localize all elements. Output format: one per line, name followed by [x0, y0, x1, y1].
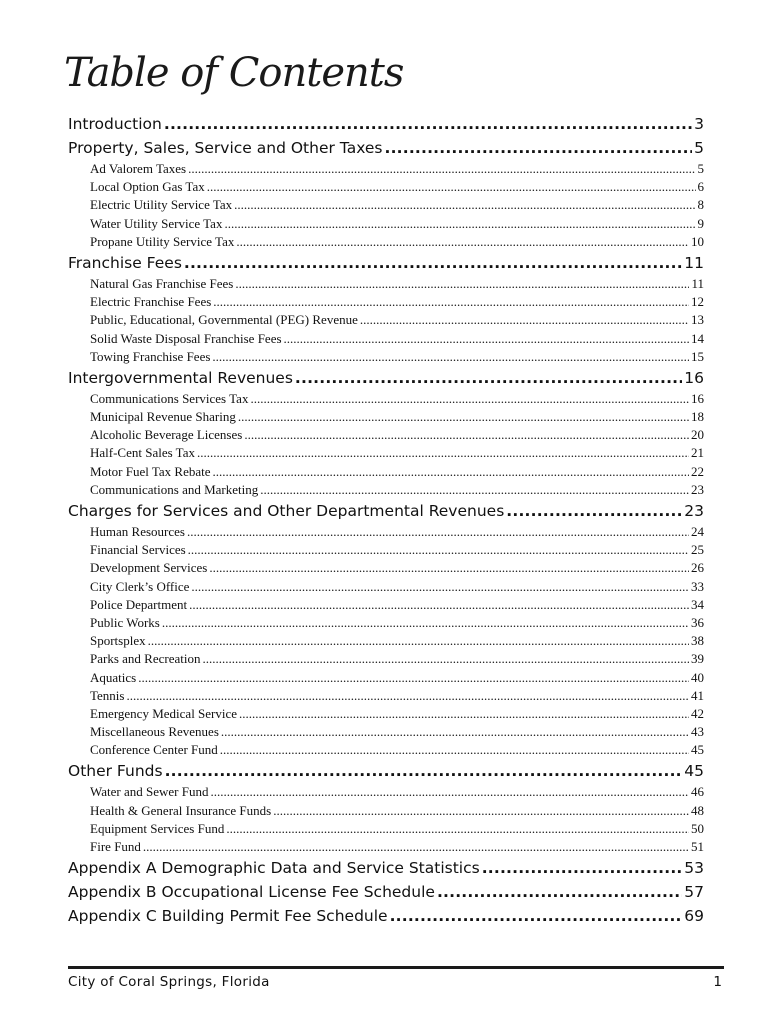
toc-entry-label: Aquatics: [90, 669, 137, 685]
toc-section-page-number: 45: [684, 762, 704, 781]
toc-entry-label: Electric Franchise Fees: [90, 294, 212, 310]
toc-entry-label: Sportsplex: [90, 633, 146, 649]
toc-entry-label: Communications and Marketing: [90, 481, 259, 497]
toc-section-label: Other Funds: [68, 762, 163, 781]
toc-entry[interactable]: [68, 390, 704, 408]
toc-entry-page-number: 23: [691, 481, 704, 497]
toc-entry-label: City Clerk’s Office: [90, 578, 190, 594]
toc-entry-page-number: 11: [691, 275, 704, 291]
toc-entry-page-number: 46: [691, 784, 704, 800]
toc-entry[interactable]: [68, 838, 704, 856]
toc-entry[interactable]: [68, 215, 704, 233]
toc-entry[interactable]: [68, 783, 704, 801]
toc-entry[interactable]: [68, 820, 704, 838]
toc-entry[interactable]: [68, 632, 704, 650]
toc-entry[interactable]: [68, 723, 704, 741]
dot-leader: [360, 311, 689, 329]
toc-entry[interactable]: [68, 596, 704, 614]
toc-entry-label: Financial Services: [90, 542, 186, 558]
dot-leader: [210, 783, 689, 801]
toc-entry[interactable]: [68, 348, 704, 366]
toc-entry-label: Municipal Revenue Sharing: [90, 409, 236, 425]
toc-entry-page-number: 5: [697, 161, 704, 176]
toc-entry[interactable]: [68, 650, 704, 668]
dot-leader: [188, 160, 695, 178]
toc-entry[interactable]: [68, 408, 704, 426]
toc-entry-label: Propane Utility Service Tax: [90, 233, 235, 249]
toc-section-label: Introduction: [68, 115, 162, 133]
toc-entry-page-number: 34: [691, 596, 704, 612]
table-of-contents: [68, 112, 704, 928]
toc-entry-label: Public, Educational, Governmental (PEG) Revenue: [90, 312, 358, 328]
toc-entry-label: Local Option Gas Tax: [90, 179, 205, 195]
dot-leader: [506, 499, 682, 523]
toc-entry-label: Equipment Services Fund: [90, 820, 225, 836]
dot-leader: [221, 723, 689, 741]
dot-leader: [184, 251, 682, 275]
toc-entry[interactable]: [68, 614, 704, 632]
dot-leader: [138, 669, 689, 687]
toc-entry-page-number: 33: [691, 578, 704, 594]
page-title: Table of Contents: [64, 50, 404, 96]
dot-leader: [238, 408, 689, 426]
toc-entry[interactable]: [68, 196, 704, 214]
dot-leader: [188, 541, 689, 559]
dot-leader: [295, 366, 682, 390]
toc-entry-page-number: 6: [697, 179, 704, 195]
toc-entry-label: Water and Sewer Fund: [90, 784, 209, 800]
toc-entry[interactable]: [68, 463, 704, 481]
dot-leader: [236, 233, 689, 251]
toc-section-label: Charges for Services and Other Departmental Revenues: [68, 502, 505, 520]
toc-entry-label: Emergency Medical Service: [90, 705, 238, 721]
toc-entry[interactable]: [68, 705, 704, 723]
toc-entry-page-number: 39: [691, 651, 704, 667]
dot-leader: [165, 759, 683, 783]
toc-section-page-number: 3: [694, 115, 704, 133]
toc-entry-page-number: 50: [691, 820, 704, 836]
toc-entry-label: Conference Center Fund: [90, 742, 218, 758]
dot-leader: [143, 838, 689, 856]
footer-rule: [68, 966, 724, 969]
toc-entry-page-number: 24: [691, 524, 704, 539]
toc-entry-page-number: 48: [691, 802, 704, 818]
toc-entry[interactable]: [68, 559, 704, 577]
dot-leader: [385, 136, 693, 160]
toc-section-page-number: 69: [684, 907, 704, 926]
toc-entry-label: Water Utility Service Tax: [90, 215, 223, 231]
toc-entry-page-number: 26: [691, 560, 704, 576]
toc-entry-label: Natural Gas Franchise Fees: [90, 275, 234, 291]
toc-entry-page-number: 20: [691, 427, 704, 443]
toc-section[interactable]: [68, 904, 704, 928]
toc-entry-page-number: 45: [691, 742, 704, 758]
toc-section[interactable]: [68, 856, 704, 880]
toc-entry[interactable]: [68, 578, 704, 596]
toc-entry-page-number: 22: [691, 463, 704, 479]
toc-entry[interactable]: [68, 741, 704, 759]
dot-leader: [244, 426, 689, 444]
footer-city-name: City of Coral Springs, Florida: [68, 974, 270, 990]
toc-entry-page-number: 51: [691, 839, 704, 854]
toc-entry[interactable]: [68, 481, 704, 499]
dot-leader: [207, 178, 696, 196]
dot-leader: [239, 705, 689, 723]
toc-section-label: Appendix C Building Permit Fee Schedule: [68, 907, 388, 926]
dot-leader: [212, 348, 689, 366]
toc-entry-label: Miscellaneous Revenues: [90, 724, 219, 740]
toc-entry[interactable]: [68, 160, 704, 178]
dot-leader: [220, 741, 689, 759]
toc-section-page-number: 53: [684, 859, 704, 878]
dot-leader: [224, 215, 695, 233]
dot-leader: [437, 880, 682, 904]
toc-entry-label: Solid Waste Disposal Franchise Fees: [90, 330, 282, 346]
toc-section[interactable]: [68, 112, 704, 136]
footer-page-number: 1: [713, 974, 722, 990]
toc-entry-label: Fire Fund: [90, 839, 141, 854]
toc-section[interactable]: [68, 499, 704, 523]
toc-entry-label: Development Services: [90, 560, 208, 576]
toc-entry[interactable]: [68, 178, 704, 196]
toc-entry-page-number: 15: [691, 348, 704, 364]
toc-entry[interactable]: [68, 330, 704, 348]
toc-entry-label: Police Department: [90, 596, 188, 612]
toc-entry-label: Towing Franchise Fees: [90, 348, 211, 364]
toc-section-label: Property, Sales, Service and Other Taxes: [68, 139, 383, 157]
toc-entry-label: Alcoholic Beverage Licenses: [90, 427, 243, 443]
toc-section[interactable]: [68, 251, 704, 275]
toc-section-page-number: 5: [694, 139, 704, 157]
dot-leader: [209, 559, 689, 577]
toc-entry[interactable]: [68, 426, 704, 444]
dot-leader: [126, 687, 689, 705]
toc-section[interactable]: [68, 880, 704, 904]
toc-entry-page-number: 42: [691, 705, 704, 721]
toc-entry-page-number: 9: [697, 215, 704, 231]
toc-section-label: Appendix A Demographic Data and Service Statistics: [68, 859, 480, 878]
toc-section-label: Appendix B Occupational License Fee Schedule: [68, 883, 435, 902]
toc-entry[interactable]: [68, 275, 704, 293]
toc-entry-label: Tennis: [90, 687, 125, 703]
toc-entry-label: Motor Fuel Tax Rebate: [90, 463, 211, 479]
dot-leader: [164, 112, 692, 136]
dot-leader: [482, 856, 683, 880]
toc-entry-page-number: 43: [691, 724, 704, 740]
toc-entry-label: Half-Cent Sales Tax: [90, 445, 195, 461]
dot-leader: [189, 596, 689, 614]
dot-leader: [202, 650, 689, 668]
toc-entry[interactable]: [68, 233, 704, 251]
toc-section[interactable]: [68, 366, 704, 390]
toc-entry[interactable]: [68, 444, 704, 462]
toc-entry-page-number: 16: [691, 390, 704, 406]
toc-section-page-number: 57: [684, 883, 704, 902]
dot-leader: [260, 481, 689, 499]
toc-section-label: Intergovernmental Revenues: [68, 368, 293, 387]
dot-leader: [250, 390, 689, 408]
toc-entry-label: Ad Valorem Taxes: [90, 161, 187, 176]
toc-entry-page-number: 21: [691, 445, 704, 461]
toc-entry-page-number: 8: [697, 197, 704, 213]
toc-entry[interactable]: [68, 541, 704, 559]
toc-entry-label: Public Works: [90, 614, 160, 630]
dot-leader: [273, 802, 689, 820]
toc-entry[interactable]: [68, 802, 704, 820]
toc-entry[interactable]: [68, 687, 704, 705]
toc-entry-label: Health & General Insurance Funds: [90, 802, 272, 818]
toc-entry-page-number: 41: [691, 687, 704, 703]
toc-entry-label: Human Resources: [90, 524, 185, 539]
toc-section-page-number: 23: [684, 502, 704, 520]
toc-entry-page-number: 38: [691, 633, 704, 649]
dot-leader: [226, 820, 689, 838]
toc-section-label: Franchise Fees: [68, 253, 182, 272]
toc-section[interactable]: [68, 759, 704, 783]
toc-entry-page-number: 18: [691, 409, 704, 425]
toc-section[interactable]: [68, 136, 704, 160]
dot-leader: [162, 614, 689, 632]
toc-entry[interactable]: [68, 523, 704, 541]
dot-leader: [213, 463, 689, 481]
toc-entry-page-number: 14: [691, 330, 704, 346]
toc-entry-page-number: 10: [691, 233, 704, 249]
dot-leader: [197, 444, 689, 462]
toc-entry-label: Electric Utility Service Tax: [90, 197, 233, 213]
toc-entry-page-number: 12: [691, 294, 704, 310]
dot-leader: [187, 523, 689, 541]
toc-section-page-number: 11: [684, 253, 704, 272]
dot-leader: [191, 578, 689, 596]
toc-entry[interactable]: [68, 669, 704, 687]
dot-leader: [390, 904, 683, 928]
toc-entry[interactable]: [68, 293, 704, 311]
toc-entry-page-number: 25: [691, 542, 704, 558]
toc-entry-label: Parks and Recreation: [90, 651, 201, 667]
dot-leader: [284, 330, 689, 348]
dot-leader: [235, 275, 689, 293]
toc-entry-label: Communications Services Tax: [90, 390, 249, 406]
dot-leader: [234, 196, 695, 214]
dot-leader: [148, 632, 689, 650]
toc-entry-page-number: 13: [691, 312, 704, 328]
toc-entry[interactable]: [68, 311, 704, 329]
toc-entry-page-number: 40: [691, 669, 704, 685]
toc-entry-page-number: 36: [691, 614, 704, 630]
toc-section-page-number: 16: [684, 368, 704, 387]
dot-leader: [213, 293, 689, 311]
